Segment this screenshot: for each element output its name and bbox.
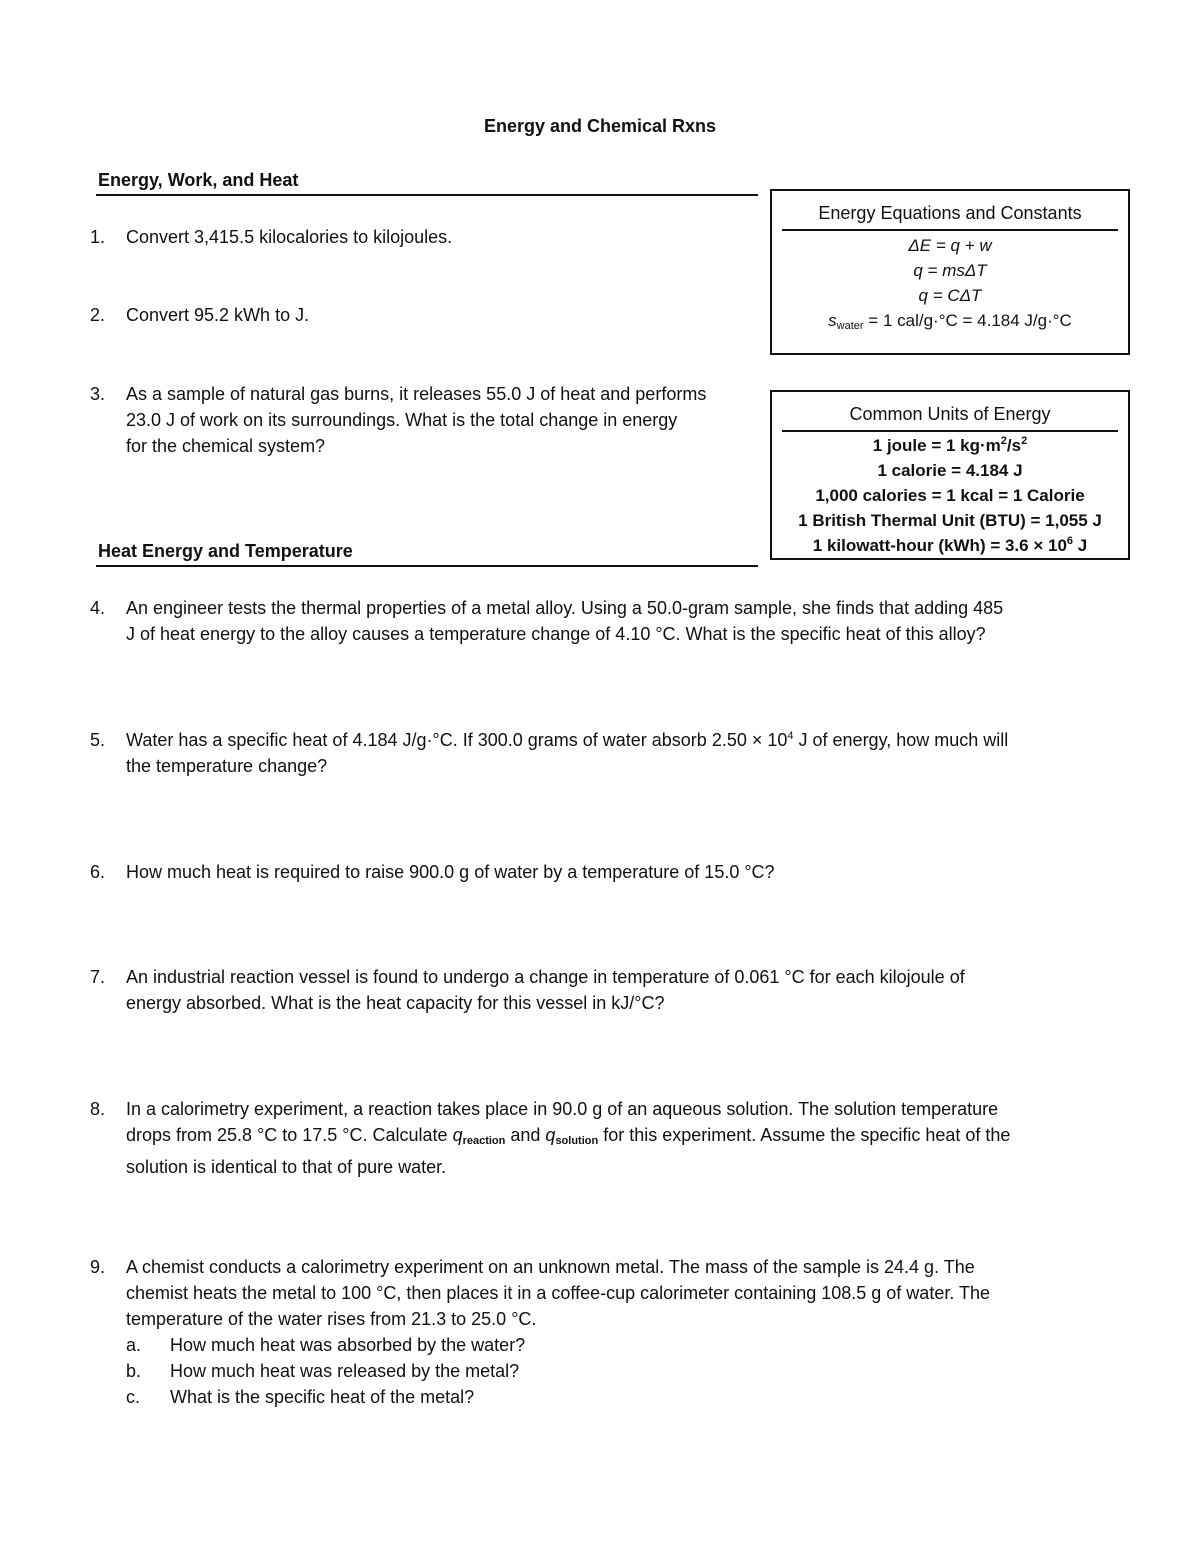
section-rule: [96, 194, 758, 196]
unit-calorie: 1 calorie = 4.184 J: [877, 461, 1023, 480]
question-number: 4.: [90, 598, 106, 618]
box-header: Common Units of Energy: [849, 404, 1051, 424]
question-text-line: energy absorbed. What is the heat capacity for this vessel in kJ/°C?: [126, 993, 665, 1013]
question-number: 6.: [90, 862, 106, 882]
question-number: 2.: [90, 305, 106, 325]
question-text-line: Water has a specific heat of 4.184 J/g·°C. If 300.0 grams of water absorb $2.50 \times 10^4$ J of energy, how much will: [126, 730, 1009, 750]
equation-energy-change: ΔE = q + w: [908, 236, 992, 255]
energy-equations-box: [770, 189, 1130, 355]
question-number: 8.: [90, 1099, 106, 1119]
box-divider: [782, 430, 1118, 432]
question-text: Convert 3,415.5 kilocalories to kilojoules.: [126, 227, 453, 247]
question-number: 3.: [90, 384, 106, 404]
sub-question-b: b. How much heat was released by the metal?: [126, 1361, 520, 1381]
unit-joule: 1 joule = 1 $kg\cdot m^2/s^2$: [872, 435, 1028, 455]
question-text-line: J of heat energy to the alloy causes a temperature change of 4.10 °C. What is the specific heat of this alloy?: [126, 624, 986, 644]
specific-heat-water: $s_{water} = 1$ cal/g·°C = 4.184 J/g·°C: [828, 311, 1072, 332]
question-text-line: An industrial reaction vessel is found to undergo a change in temperature of 0.061 °C for each kilojoule of: [126, 967, 965, 987]
question-text: Convert 95.2 kWh to J.: [126, 305, 310, 325]
sub-question-a: a. How much heat was absorbed by the water?: [126, 1335, 526, 1355]
question-text-line: solution is identical to that of pure water.: [126, 1157, 447, 1177]
question-text-line: In a calorimetry experiment, a reaction takes place in 90.0 g of an aqueous solution. The solution temperature: [126, 1099, 999, 1119]
question-text-line: drops from 25.8 °C to 17.5 °C. Calculate $q_{reaction}$ and $q_{solution}$ for this experiment. Assume the specific heat of the: [126, 1125, 1011, 1147]
question-number: 9.: [90, 1257, 106, 1277]
question-number: 5.: [90, 730, 106, 750]
section-heading-energy-work-heat: Energy, Work, and Heat: [98, 170, 299, 190]
box-divider: [782, 229, 1118, 231]
equation-heat-cdt: q = CΔT: [918, 286, 982, 305]
box-header: Energy Equations and Constants: [818, 203, 1082, 223]
page-title: Energy and Chemical Rxns: [483, 116, 717, 136]
equation-heat-msdt: q = msΔT: [913, 261, 987, 280]
question-text-line: As a sample of natural gas burns, it releases 55.0 J of heat and performs: [126, 384, 707, 404]
unit-btu: 1 British Thermal Unit (BTU) = 1,055 J: [798, 511, 1102, 530]
question-text-line: for the chemical system?: [126, 436, 326, 456]
question-text-line: 23.0 J of work on its surroundings. What is the total change in energy: [126, 410, 678, 430]
energy-units-box: [770, 390, 1130, 560]
section-heading-heat-energy-temperature: Heat Energy and Temperature: [98, 541, 353, 561]
section-rule: [96, 565, 758, 567]
unit-kcal: 1,000 calories = 1 kcal = 1 Calorie: [815, 486, 1085, 505]
question-number: 7.: [90, 967, 106, 987]
sub-question-c: c. What is the specific heat of the metal?: [126, 1387, 475, 1407]
question-text-line: A chemist conducts a calorimetry experiment on an unknown metal. The mass of the sample is 24.4 g. The: [126, 1257, 975, 1277]
question-text: How much heat is required to raise 900.0 g of water by a temperature of 15.0 °C?: [126, 862, 775, 882]
question-text-line: the temperature change?: [126, 756, 328, 776]
question-text-line: chemist heats the metal to 100 °C, then places it in a coffee-cup calorimeter containing 108.5 g of water. The: [126, 1283, 991, 1303]
question-number: 1.: [90, 227, 106, 247]
question-text-line: An engineer tests the thermal properties of a metal alloy. Using a 50.0-gram sample, she finds that adding 485: [126, 598, 1004, 618]
unit-kwh: 1 kilowatt-hour $(kWh) = 3.6 \times 10^6$ J: [812, 535, 1088, 555]
question-text-line: temperature of the water rises from 21.3 to 25.0 °C.: [126, 1309, 537, 1329]
